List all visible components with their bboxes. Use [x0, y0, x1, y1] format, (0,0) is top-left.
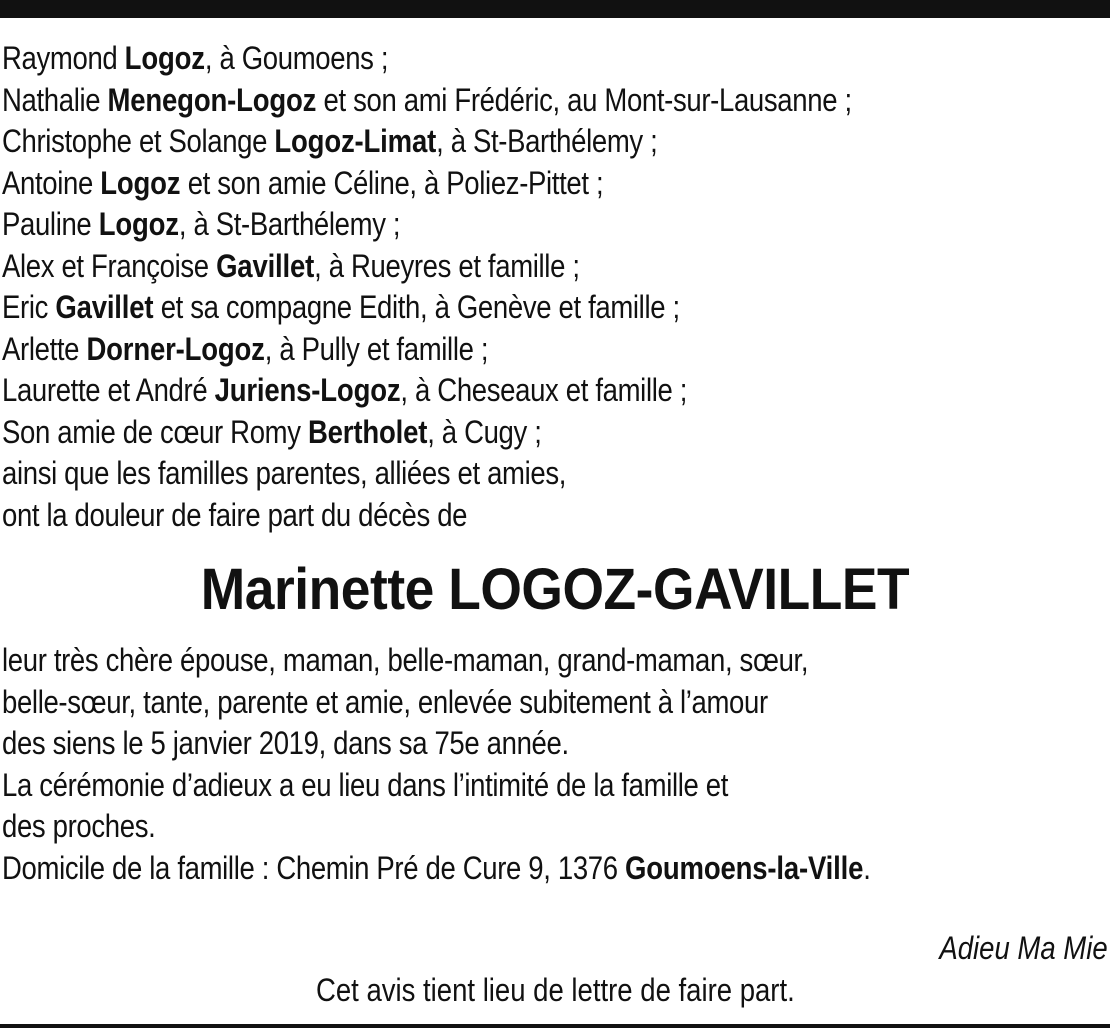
mourner-location: , à Goumoens ; — [204, 40, 389, 76]
domicile-place: Goumoens-la-Ville — [625, 849, 864, 886]
top-border-rule — [0, 0, 1110, 18]
announcement-line: ont la douleur de faire part du décès de — [2, 496, 468, 533]
obituary-details — [2, 640, 948, 889]
mourner-location: , à Rueyres et famille ; — [314, 247, 580, 284]
mourner-line — [2, 163, 948, 205]
mourner-location: , à St-Barthélemy ; — [436, 123, 658, 159]
mourner-surname: Logoz — [124, 40, 205, 76]
mourner-line — [2, 204, 948, 246]
mourner-surname: Juriens-Logoz — [214, 372, 401, 408]
mourner-location: , à Pully et famille ; — [264, 330, 489, 367]
mourner-given-names: Alex et Françoise — [2, 247, 217, 284]
mourner-location: , à Cheseaux et famille ; — [400, 372, 688, 408]
mourner-line — [2, 121, 948, 163]
mourner-surname: Bertholet — [307, 413, 428, 450]
details-line: des proches. — [2, 808, 156, 844]
deceased-name-heading — [0, 555, 1110, 625]
mourner-line — [2, 38, 948, 80]
mourner-location: , à St-Barthélemy ; — [178, 206, 401, 242]
deceased-name: Marinette LOGOZ-GAVILLET — [200, 557, 910, 622]
mourner-given-names: Eric — [2, 289, 56, 325]
mourner-given-names: Christophe et Solange — [2, 123, 275, 159]
mourner-surname: Dorner-Logoz — [86, 330, 265, 367]
farewell-message: Adieu Ma Mie — [939, 930, 1108, 966]
mourner-location: et sa compagne Edith, à Genève et famille ; — [153, 289, 680, 325]
families-line: ainsi que les familles parentes, alliées et amies, — [2, 455, 567, 491]
mourner-surname: Logoz-Limat — [274, 123, 437, 159]
mourner-surname: Gavillet — [55, 289, 154, 325]
details-line: leur très chère épouse, maman, belle-maman, grand-maman, sœur, — [2, 642, 809, 678]
mourner-line — [2, 246, 948, 288]
mourner-surname: Gavillet — [216, 247, 315, 284]
bottom-border-rule — [0, 1024, 1110, 1028]
domicile-address: Domicile de la famille : Chemin Pré de Cure 9, 1376 — [2, 849, 626, 886]
notice-line — [0, 970, 1110, 1010]
details-line: des siens le 5 janvier 2019, dans sa 75e année. — [2, 725, 569, 761]
mourner-given-names: Antoine — [2, 164, 101, 201]
mourner-location: , à Cugy ; — [427, 413, 542, 450]
mourner-given-names: Laurette et André — [2, 372, 215, 408]
mourner-surname: Logoz — [100, 164, 181, 201]
mourner-given-names: Arlette — [2, 330, 87, 367]
mourner-line — [2, 80, 948, 122]
mourner-line — [2, 370, 948, 412]
mourner-location: et son amie Céline, à Poliez-Pittet ; — [180, 164, 604, 201]
domicile-end: . — [863, 849, 871, 886]
mourner-location: et son ami Frédéric, au Mont-sur-Lausanne ; — [316, 81, 852, 118]
mourners-list — [2, 38, 948, 536]
notice-text: Cet avis tient lieu de lettre de faire part. — [315, 972, 795, 1008]
mourner-surname: Logoz — [98, 206, 179, 242]
mourner-line — [2, 329, 948, 371]
domicile-line — [2, 848, 948, 890]
mourner-given-names: Pauline — [2, 206, 99, 242]
mourner-given-names: Son amie de cœur Romy — [2, 413, 308, 450]
mourner-given-names: Raymond — [2, 40, 125, 76]
mourner-given-names: Nathalie — [2, 81, 108, 118]
mourner-surname: Menegon-Logoz — [107, 81, 317, 118]
mourner-line — [2, 287, 948, 329]
details-line: La cérémonie d’adieux a eu lieu dans l’intimité de la famille et — [2, 766, 729, 803]
mourner-line — [2, 412, 948, 454]
details-line: belle-sœur, tante, parente et amie, enlevée subitement à l’amour — [2, 683, 768, 720]
